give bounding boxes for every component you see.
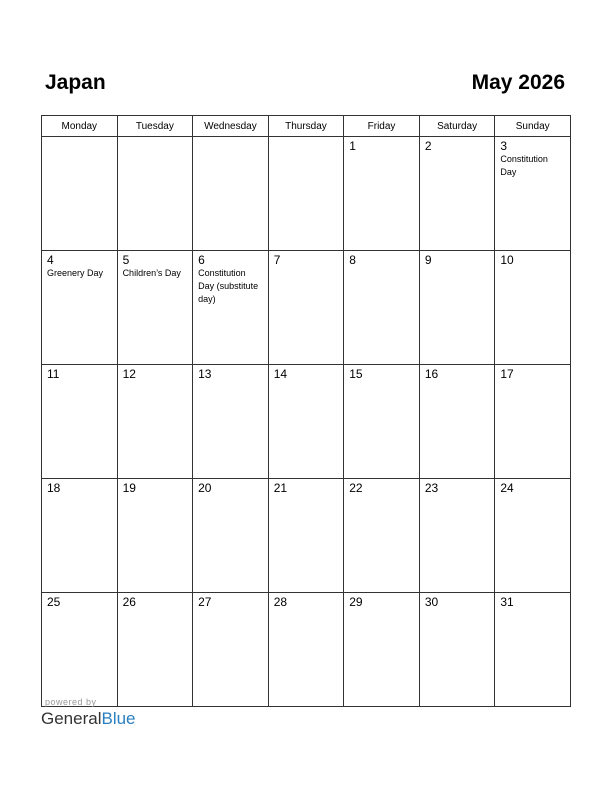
day-cell xyxy=(268,593,344,707)
day-cell xyxy=(268,365,344,479)
holiday-label: Greenery Day xyxy=(47,268,104,278)
day-number: 1 xyxy=(349,139,356,153)
day-number: 12 xyxy=(122,367,136,381)
day-number: 11 xyxy=(47,367,60,381)
day-cell xyxy=(42,479,118,593)
brand-part-general: General xyxy=(41,709,102,728)
day-number: 26 xyxy=(122,595,136,609)
day-number: 29 xyxy=(349,595,363,609)
day-cell xyxy=(419,593,495,707)
month-title: May 2026 xyxy=(471,71,565,94)
day-cell xyxy=(42,251,118,365)
day-cell xyxy=(419,251,495,365)
day-cell xyxy=(117,365,193,479)
day-number: 9 xyxy=(424,253,432,267)
weekday-header: Wednesday xyxy=(193,116,269,137)
day-cell xyxy=(419,365,495,479)
day-number: 31 xyxy=(500,595,514,609)
day-cell xyxy=(344,365,420,479)
day-cell xyxy=(117,137,193,251)
week-row xyxy=(42,365,571,479)
week-row xyxy=(42,593,571,707)
day-number: 13 xyxy=(198,367,212,381)
brand-part-blue: Blue xyxy=(101,709,136,728)
day-number: 17 xyxy=(500,367,514,381)
weekday-header-row xyxy=(42,116,571,137)
day-number: 14 xyxy=(273,367,288,381)
day-cell xyxy=(193,137,269,251)
day-cell xyxy=(42,137,118,251)
day-cell xyxy=(495,593,571,707)
day-number: 22 xyxy=(349,481,363,495)
day-cell xyxy=(193,479,269,593)
holiday-label: Children’s Day xyxy=(122,268,181,278)
day-cell xyxy=(495,365,571,479)
day-cell xyxy=(193,365,269,479)
day-cell xyxy=(193,251,269,365)
day-cell xyxy=(344,593,420,707)
weekday-header: Saturday xyxy=(419,116,495,137)
day-cell xyxy=(268,251,344,365)
day-number: 5 xyxy=(122,253,130,267)
day-number: 16 xyxy=(424,367,439,381)
day-number: 8 xyxy=(349,253,356,267)
powered-by-text: powered by xyxy=(45,697,97,707)
weekday-header: Monday xyxy=(42,116,118,137)
day-number: 21 xyxy=(273,481,288,495)
day-cell xyxy=(344,137,420,251)
day-number: 24 xyxy=(500,481,514,495)
weekday-header: Thursday xyxy=(268,116,344,137)
day-number: 18 xyxy=(47,481,61,495)
brand-logo xyxy=(41,709,136,729)
day-cell xyxy=(495,137,571,251)
day-cell xyxy=(117,479,193,593)
day-cell xyxy=(344,251,420,365)
day-number: 23 xyxy=(424,481,439,495)
day-number: 10 xyxy=(500,253,514,267)
day-cell xyxy=(495,251,571,365)
holiday-label: Constitution Day xyxy=(500,154,548,177)
weekday-header: Sunday xyxy=(495,116,571,137)
country-title: Japan xyxy=(45,71,106,94)
day-number: 15 xyxy=(349,367,363,381)
holiday-label: Constitution Day (substitute day) xyxy=(198,268,259,304)
day-number: 27 xyxy=(198,595,212,609)
week-row xyxy=(42,251,571,365)
week-row xyxy=(42,137,571,251)
day-number: 25 xyxy=(47,595,61,609)
day-cell xyxy=(42,365,118,479)
weekday-header: Friday xyxy=(344,116,420,137)
day-cell xyxy=(268,137,344,251)
day-number: 20 xyxy=(198,481,212,495)
day-number: 19 xyxy=(122,481,136,495)
day-number: 30 xyxy=(424,595,439,609)
day-cell xyxy=(419,137,495,251)
day-number: 7 xyxy=(273,253,281,267)
day-cell xyxy=(344,479,420,593)
day-number: 2 xyxy=(424,139,432,153)
day-cell xyxy=(495,479,571,593)
day-cell xyxy=(42,593,118,707)
day-cell xyxy=(419,479,495,593)
day-number: 4 xyxy=(47,253,54,267)
calendar-grid xyxy=(41,115,571,707)
day-cell xyxy=(268,479,344,593)
day-number: 28 xyxy=(273,595,288,609)
week-row xyxy=(42,479,571,593)
day-cell xyxy=(117,251,193,365)
day-number: 3 xyxy=(500,139,508,153)
day-number: 6 xyxy=(198,253,205,267)
day-cell xyxy=(193,593,269,707)
day-cell xyxy=(117,593,193,707)
weekday-header: Tuesday xyxy=(117,116,193,137)
